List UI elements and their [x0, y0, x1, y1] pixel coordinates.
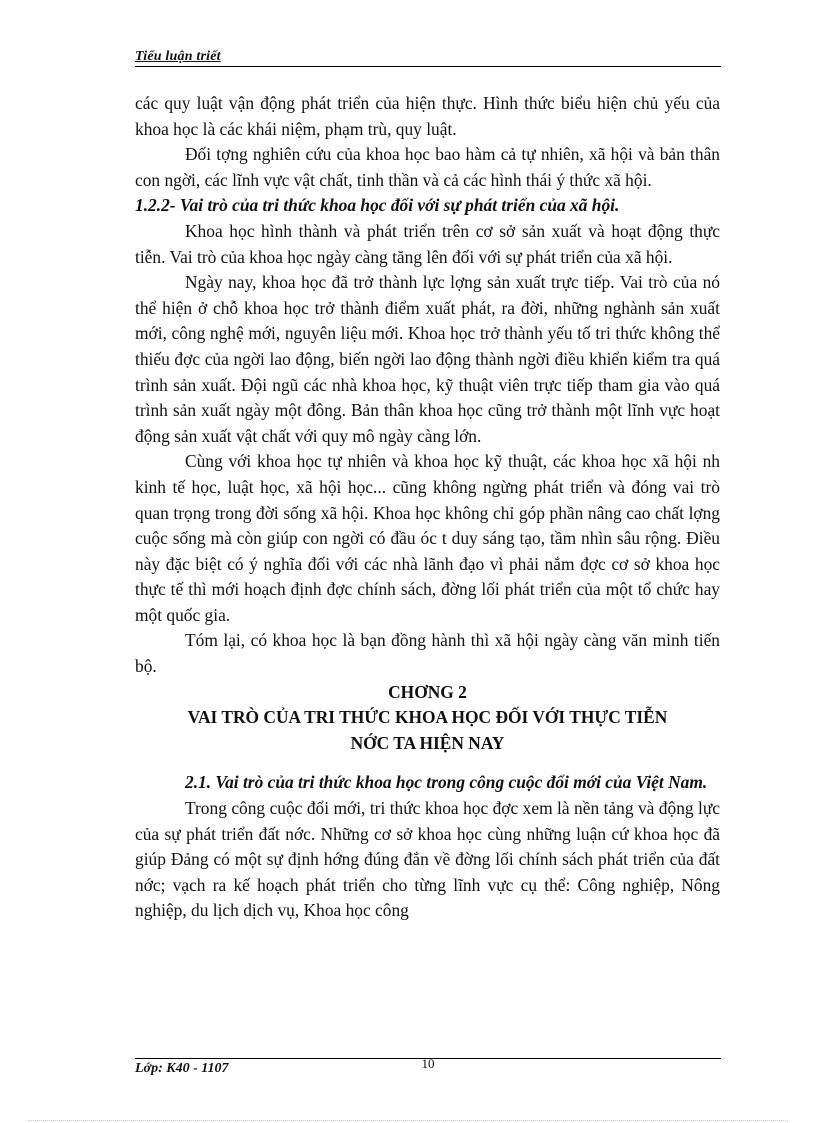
paragraph: các quy luật vận động phát triển của hiện thực. Hình thức biểu hiện chủ yếu của khoa học là các khái niệm, phạm trù, quy luật. [135, 93, 720, 139]
paragraph: Ngày nay, khoa học đã trở thành lực lợng sản xuất trực tiếp. Vai trò của nó thể hiện ở chỗ khoa học trở thành điểm xuất phát, ra đời, những nghành sản xuất mới, công nghệ mới, nguyên liệu mới. Khoa học trở thành yếu tố tri thức không thể thiếu đợc của ngời lao động, biến ngời lao động thành ngời điều khiển kiểm tra quá trình sản xuất. Đội ngũ các nhà khoa học, kỹ thuật viên trực tiếp tham gia vào quá trình sản xuất ngày một đông. Bản thân khoa học cũng trở thành một lĩnh vực hoạt động sản xuất vật chất với quy mô ngày càng lớn. [135, 272, 720, 446]
paragraph: Trong công cuộc đổi mới, tri thức khoa học đợc xem là nền tảng và động lực của sự phát triển đất nớc. Những cơ sở khoa học cùng những luận cứ khoa học đã giúp Đảng có một sự định hớng đúng đắn về đờng lối chính sách phát triển của đất nớc; vạch ra kế hoạch phát triển cho từng lĩnh vực cụ thể: Công nghiệp, Nông nghiệp, du lịch dịch vụ, Khoa học công [135, 798, 720, 921]
page-footer [135, 1058, 721, 1081]
chapter-number: CHƠNG 2 [388, 681, 467, 702]
paragraph: Khoa học hình thành và phát triển trên cơ sở sản xuất và hoạt động thực tiễn. Vai trò của khoa học ngày càng tăng lên đối với sự phát triển của xã hội. [135, 220, 720, 267]
paragraph: Cùng với khoa học tự nhiên và khoa học kỹ thuật, các khoa học xã hội nh kinh tế học, luật học, xã hội học... cũng không ngừng phát triển và đóng vai trò quan trọng trong đời sống xã hội. Khoa học không chỉ góp phần nâng cao chất lợng cuộc sống mà còn giúp con ngời có đầu óc t duy sáng tạo, tầm nhìn sâu rộng. Điều này đặc biệt có ý nghĩa đối với các nhà lãnh đạo vì phải nắm đợc cơ sở khoa học thực tế thì mới hoạch định đợc chính sách, đờng lối phát triển của một tổ chức hay một quốc gia. [135, 451, 720, 625]
paragraph: Tóm lại, có khoa học là bạn đồng hành thì xã hội ngày càng văn minh tiến bộ. [135, 630, 720, 677]
page-edge-divider [28, 1120, 788, 1121]
footer-class-label: Lớp: K40 - 1107 [135, 1061, 229, 1076]
page-header [135, 46, 721, 67]
section-heading-1-2-2: 1.2.2- Vai trò của tri thức khoa học đối với sự phát triển của xã hội. [135, 195, 620, 216]
document-body [135, 91, 720, 924]
chapter-title-continued: NỚC TA HIỆN NAY [350, 732, 505, 753]
paragraph: Đối tợng nghiên cứu của khoa học bao hàm cả tự nhiên, xã hội và bản thân con ngời, các lĩnh vực vật chất, tinh thần và cả các hình thái ý thức xã hội. [135, 144, 720, 190]
page-number: 10 [421, 1056, 435, 1071]
section-heading-2-1: 2.1. Vai trò của tri thức khoa học trong công cuộc đổi mới của Việt Nam. [185, 772, 708, 793]
chapter-title: VAI TRÒ CỦA TRI THỨC KHOA HỌC ĐỐI VỚI THỰC TIỄN [187, 707, 668, 728]
header-title: Tiểu luận triết [135, 49, 221, 64]
